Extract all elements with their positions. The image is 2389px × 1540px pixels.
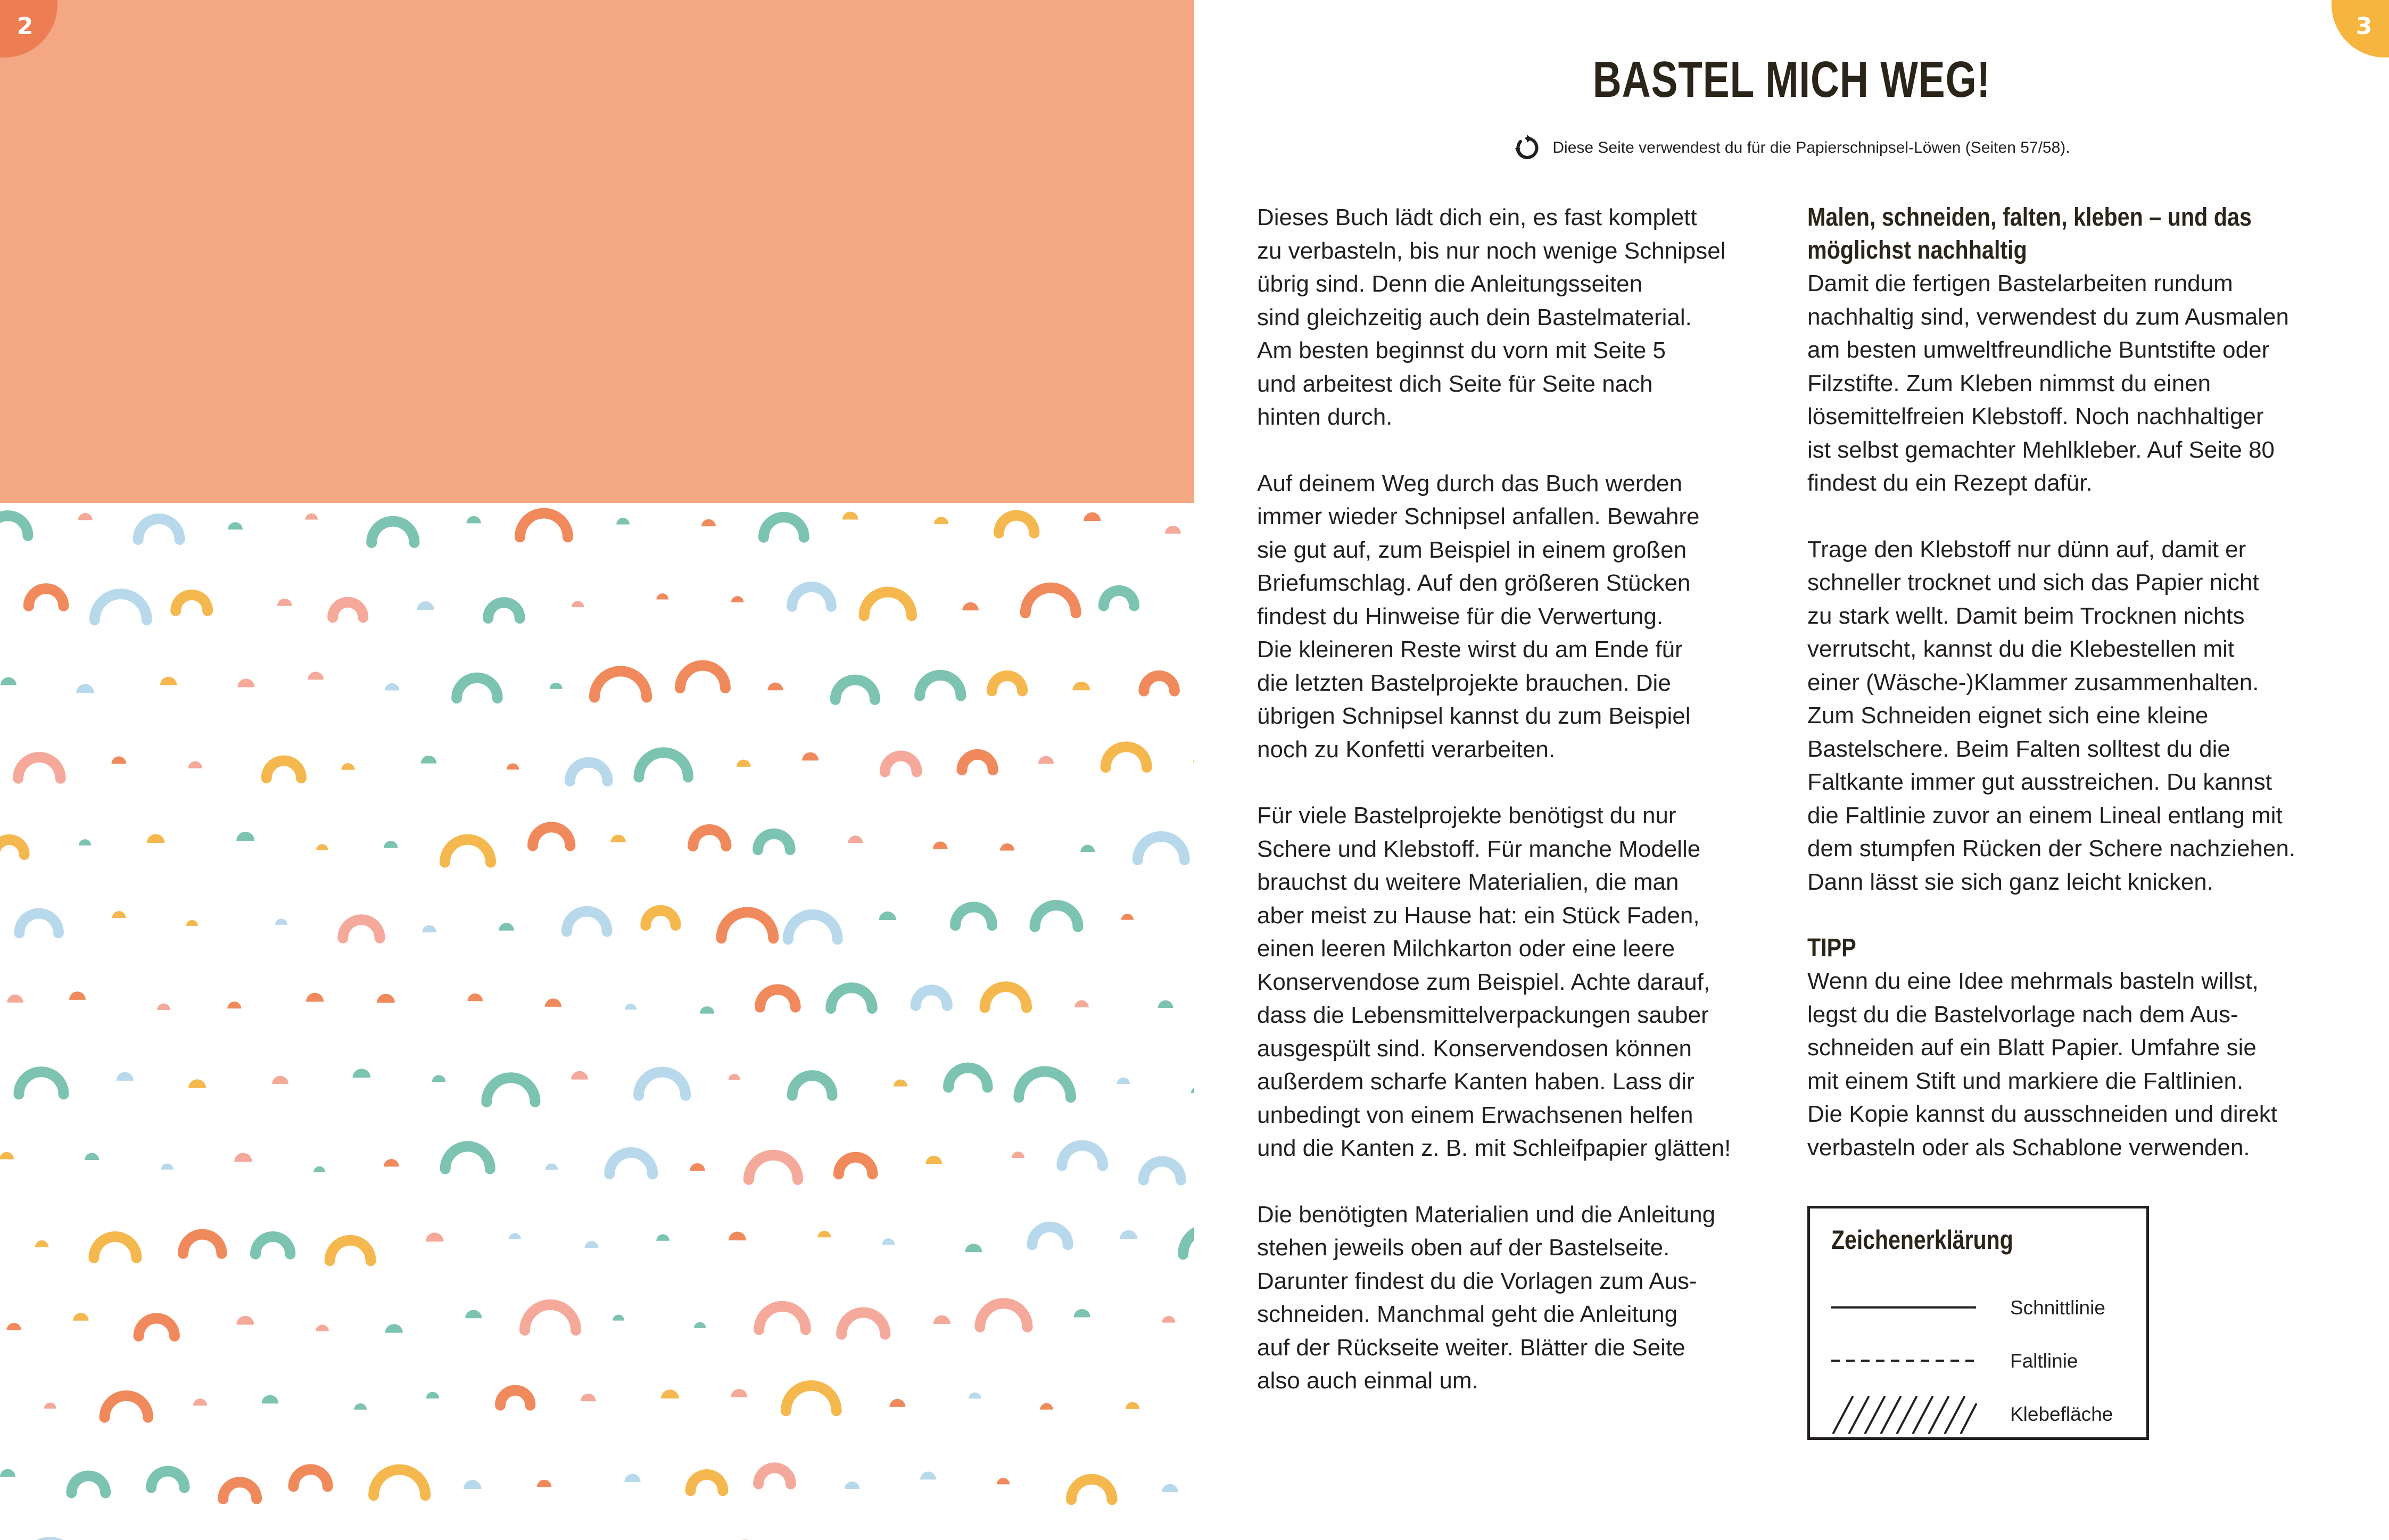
rainbow-arc bbox=[609, 1153, 652, 1174]
text-line: legst du die Bastelvorlage nach dem Aus- bbox=[1807, 1001, 2238, 1028]
rainbow-arc bbox=[1183, 1229, 1194, 1254]
half-dot bbox=[426, 1232, 444, 1241]
legend-row-cut bbox=[1831, 1286, 2129, 1329]
half-dot bbox=[147, 834, 165, 843]
rainbow-arc bbox=[1138, 837, 1185, 860]
text-line: einen leeren Milchkarton oder eine leere bbox=[1257, 935, 1675, 962]
half-dot bbox=[272, 1076, 288, 1084]
text-line: Darunter findest du die Vorlagen zum Aus- bbox=[1257, 1268, 1697, 1294]
rainbow-arc bbox=[0, 516, 28, 536]
right-page bbox=[1194, 0, 2389, 1540]
rainbow-arc bbox=[786, 1386, 837, 1411]
rainbow-arc bbox=[999, 516, 1034, 533]
text-line: brauchst du weitere Materialien, die man bbox=[1257, 869, 1679, 895]
reuse-note bbox=[1194, 134, 2389, 162]
rainbow-arc bbox=[371, 521, 414, 543]
rainbow-arc bbox=[758, 1468, 791, 1484]
page-number-right: 3 bbox=[2332, 0, 2389, 57]
paragraph bbox=[1257, 1198, 1768, 1398]
half-dot bbox=[1121, 914, 1134, 920]
half-dot bbox=[157, 1004, 170, 1010]
half-dot bbox=[537, 1480, 552, 1487]
rainbow-arc bbox=[920, 675, 961, 696]
rainbow-arc bbox=[457, 678, 498, 698]
rainbow-arc bbox=[1035, 905, 1078, 926]
half-dot bbox=[228, 522, 243, 529]
text-line: Die kleineren Reste wirst du am Ende für bbox=[1257, 636, 1683, 663]
rainbow-arc bbox=[680, 666, 725, 688]
column-one bbox=[1257, 201, 1768, 1431]
half-dot bbox=[545, 998, 561, 1007]
rainbow-pattern bbox=[0, 503, 1194, 1540]
half-dot bbox=[6, 1323, 21, 1330]
text-line: verbasteln oder als Schablone verwenden. bbox=[1807, 1134, 2250, 1161]
text-line: mit einem Stift und markiere die Faltlinien. bbox=[1807, 1067, 2244, 1094]
text-line: Am besten beginnst du vorn mit Seite 5 bbox=[1257, 337, 1666, 363]
rainbow-arc bbox=[19, 1072, 63, 1094]
half-dot bbox=[69, 991, 86, 1000]
text-line: auf der Rückseite weiter. Blätter die Seite bbox=[1257, 1334, 1685, 1361]
rainbow-arc bbox=[488, 602, 520, 618]
text-line: Auf deinem Weg durch das Buch werden bbox=[1257, 470, 1682, 496]
paragraph bbox=[1257, 467, 1768, 767]
rainbow-arc bbox=[1106, 747, 1147, 767]
half-dot bbox=[76, 684, 94, 693]
rainbow-arc bbox=[1026, 588, 1076, 613]
half-dot bbox=[611, 835, 626, 842]
half-dot bbox=[997, 1478, 1010, 1484]
rainbow-arc bbox=[1062, 1145, 1103, 1165]
paragraph bbox=[1807, 965, 2340, 1164]
rainbow-arc bbox=[333, 602, 363, 617]
rainbow-arc bbox=[1032, 1227, 1068, 1245]
half-dot bbox=[1162, 1484, 1178, 1492]
rainbow-arc bbox=[18, 757, 61, 779]
half-dot bbox=[661, 1389, 679, 1398]
rainbow-arc bbox=[104, 1396, 148, 1418]
rainbow-arc bbox=[343, 920, 379, 938]
half-dot bbox=[316, 1324, 329, 1331]
half-dot bbox=[464, 1480, 482, 1489]
text-line: die letzten Bastelprojekte brauchen. Die bbox=[1257, 669, 1671, 696]
text-line: Wenn du eine Idee mehrmals basteln willst, bbox=[1807, 968, 2259, 994]
half-dot bbox=[1162, 1316, 1175, 1323]
paragraph bbox=[1257, 201, 1768, 434]
rainbow-arc bbox=[962, 755, 993, 770]
half-dot bbox=[572, 601, 584, 607]
half-dot bbox=[933, 1315, 950, 1324]
half-dot bbox=[507, 763, 519, 769]
legend-row-fold bbox=[1831, 1339, 2129, 1382]
text-line: Für viele Bastelprojekte benötigst du nur bbox=[1257, 802, 1676, 829]
rainbow-arc bbox=[19, 914, 58, 933]
half-dot bbox=[845, 1481, 859, 1489]
text-line: und arbeitest dich Seite für Seite nach bbox=[1257, 370, 1653, 397]
half-dot bbox=[1084, 512, 1101, 521]
half-dot bbox=[236, 832, 254, 841]
half-dot bbox=[920, 1471, 936, 1479]
text-line: verrutscht, kannst du die Klebestellen mit bbox=[1807, 636, 2235, 662]
text-line: schneiden. Manchmal geht die Anleitung bbox=[1257, 1301, 1678, 1327]
text-line: schneiden auf ein Blatt Papier. Umfahre sie bbox=[1807, 1034, 2256, 1061]
text-line: übrigen Schnipsel kannst du zum Beispiel bbox=[1257, 703, 1691, 729]
half-dot bbox=[656, 593, 668, 599]
rainbow-arc bbox=[138, 519, 180, 540]
legend-label: Klebefläche bbox=[2010, 1403, 2113, 1425]
half-dot bbox=[161, 1163, 173, 1170]
half-dot bbox=[236, 1316, 254, 1325]
half-dot bbox=[1080, 844, 1095, 852]
rainbow-arc bbox=[749, 1155, 798, 1180]
half-dot bbox=[237, 678, 254, 687]
text-line: dass die Lebensmittelverpackungen sauber bbox=[1257, 1002, 1709, 1028]
rainbow-arc bbox=[788, 915, 838, 940]
rainbow-arc bbox=[0, 840, 24, 855]
text-line: aber meist zu Hause hat: ein Stück Faden, bbox=[1257, 902, 1700, 929]
rainbow-arc bbox=[792, 587, 831, 607]
half-dot bbox=[934, 517, 948, 524]
rainbow-arc bbox=[760, 989, 796, 1007]
rainbow-arc bbox=[255, 1237, 290, 1254]
rainbow-arc bbox=[758, 834, 790, 850]
half-dot bbox=[767, 683, 783, 691]
text-line: Bastelschere. Beim Falten solltest du die bbox=[1807, 735, 2230, 762]
text-line: schneller trocknet und sich das Papier nicht bbox=[1807, 569, 2259, 595]
half-dot bbox=[1074, 1309, 1090, 1317]
text-line: sie gut auf, zum Beispiel in einem großen bbox=[1257, 536, 1687, 563]
half-dot bbox=[354, 1403, 367, 1410]
text-line: am besten umweltfreundliche Buntstifte oder bbox=[1807, 337, 2270, 363]
half-dot bbox=[1126, 1402, 1139, 1409]
text-line: außerdem scharfe Kanten haben. Lass dir bbox=[1257, 1069, 1694, 1095]
half-dot bbox=[78, 513, 93, 520]
half-dot bbox=[116, 1072, 133, 1081]
rainbow-arc bbox=[151, 1471, 184, 1488]
text-line: Damit die fertigen Bastelarbeiten rundum bbox=[1807, 270, 2233, 296]
text-line: Trage den Klebstoff nur dünn auf, damit er bbox=[1807, 536, 2246, 562]
half-dot bbox=[625, 1004, 637, 1009]
rainbow-arc bbox=[792, 1075, 832, 1095]
rainbow-arc bbox=[223, 1482, 257, 1498]
text-line: Die benötigten Materialien und die Anleitung bbox=[1257, 1201, 1716, 1228]
half-dot bbox=[160, 677, 177, 685]
rainbow-arc bbox=[839, 1157, 873, 1174]
heading-line: Malen, schneiden, falten, kleben – und das bbox=[1807, 203, 2252, 231]
rainbow-arc bbox=[525, 1305, 576, 1330]
rainbow-arc bbox=[445, 840, 491, 863]
half-dot bbox=[616, 518, 630, 524]
section-heading bbox=[1807, 201, 2265, 267]
half-dot bbox=[313, 1166, 325, 1172]
half-dot bbox=[1074, 1000, 1089, 1007]
legend-box bbox=[1807, 1206, 2149, 1440]
half-dot bbox=[426, 1392, 439, 1398]
half-dot bbox=[550, 683, 563, 689]
half-dot bbox=[882, 1238, 895, 1245]
half-dot bbox=[467, 993, 483, 1001]
half-dot bbox=[1158, 1000, 1173, 1008]
rainbow-arc bbox=[885, 756, 917, 772]
rainbow-arc bbox=[29, 589, 63, 606]
rainbow-arc bbox=[639, 1072, 685, 1096]
half-dot bbox=[571, 1071, 588, 1080]
half-dot bbox=[701, 519, 716, 526]
page-title: BASTEL MICH WEG! bbox=[1592, 51, 1991, 108]
rainbow-arc bbox=[980, 1303, 1027, 1327]
text-line: immer wieder Schnipsel anfallen. Bewahre bbox=[1257, 503, 1700, 529]
rainbow-arc bbox=[570, 763, 608, 781]
half-dot bbox=[894, 1080, 907, 1087]
half-dot bbox=[377, 994, 395, 1003]
half-dot bbox=[933, 841, 948, 849]
half-dot bbox=[316, 844, 328, 850]
half-dot bbox=[188, 1079, 206, 1088]
half-dot bbox=[0, 1152, 14, 1160]
rainbow-arc bbox=[71, 1476, 105, 1493]
tipp-heading: TIPP bbox=[1807, 934, 1856, 962]
rainbow-arc bbox=[138, 1318, 174, 1336]
half-dot bbox=[656, 1234, 669, 1240]
text-line: Schere und Klebstoff. Für manche Modelle bbox=[1257, 835, 1701, 862]
half-dot bbox=[879, 912, 896, 920]
half-dot bbox=[817, 1231, 831, 1237]
half-dot bbox=[581, 1394, 596, 1401]
text-line: findest du Hinweise für die Verwertung. bbox=[1257, 603, 1664, 630]
legend-row-glue bbox=[1831, 1393, 2129, 1435]
half-dot bbox=[85, 1153, 99, 1160]
recycle-icon bbox=[1513, 134, 1541, 162]
heading-line: möglichst nachhaltig bbox=[1807, 236, 2027, 264]
page-number-left: 2 bbox=[0, 0, 57, 57]
half-dot bbox=[306, 993, 324, 1002]
text-line: Dieses Buch lädt dich ein, es fast komplett bbox=[1257, 204, 1697, 230]
half-dot bbox=[848, 835, 863, 843]
rainbow-arc bbox=[486, 1078, 535, 1102]
half-dot bbox=[613, 1315, 624, 1321]
half-dot bbox=[111, 756, 126, 764]
half-dot bbox=[694, 1322, 706, 1328]
half-dot bbox=[1040, 1403, 1053, 1410]
rainbow-arc bbox=[916, 990, 947, 1006]
half-dot bbox=[0, 1469, 15, 1477]
text-line: Filzstifte. Zum Kleben nimmst du einen bbox=[1807, 370, 2211, 396]
half-dot bbox=[417, 601, 434, 610]
half-dot bbox=[432, 1075, 445, 1082]
rainbow-arc bbox=[1019, 1071, 1071, 1097]
half-dot bbox=[731, 1389, 747, 1397]
rainbow-arc bbox=[95, 594, 147, 620]
rainbow-arc bbox=[267, 761, 301, 779]
half-dot bbox=[305, 514, 318, 520]
rainbow-arc bbox=[992, 676, 1022, 691]
half-dot bbox=[1120, 1230, 1137, 1239]
text-line: noch zu Konfetti verarbeiten. bbox=[1257, 736, 1556, 763]
column-two bbox=[1807, 201, 2340, 1197]
text-line: ist selbst gemachter Mehlkleber. Auf Seite 80 bbox=[1807, 436, 2275, 463]
rainbow-arc bbox=[841, 1312, 885, 1334]
half-dot bbox=[44, 1403, 56, 1409]
text-line: nachhaltig sind, verwendest du zum Ausmalen bbox=[1807, 303, 2289, 330]
half-dot bbox=[499, 923, 514, 930]
half-dot bbox=[969, 1392, 981, 1398]
half-dot bbox=[422, 925, 436, 932]
half-dot bbox=[384, 841, 398, 848]
reuse-note-text: Diese Seite verwendest du für die Papierschnipsel-Löwen (Seiten 57/58). bbox=[1552, 139, 2070, 156]
dashed-line-icon bbox=[1831, 1339, 1980, 1382]
text-line: und die Kanten z. B. mit Schleifpapier glätten! bbox=[1257, 1135, 1731, 1161]
rainbow-arc bbox=[864, 592, 912, 616]
half-dot bbox=[1, 677, 16, 685]
half-dot bbox=[234, 1153, 252, 1162]
half-dot bbox=[545, 1163, 558, 1170]
half-dot bbox=[1165, 526, 1181, 534]
half-dot bbox=[1038, 756, 1054, 764]
rainbow-arc bbox=[500, 1390, 530, 1405]
rainbow-arc bbox=[691, 1475, 723, 1491]
half-dot bbox=[1117, 1078, 1130, 1084]
half-dot bbox=[35, 1240, 48, 1247]
text-line: also auch einmal um. bbox=[1257, 1368, 1478, 1394]
half-dot bbox=[227, 1001, 241, 1008]
text-line: sind gleichzeitig auch dein Bastelmaterial. bbox=[1257, 304, 1692, 330]
half-dot bbox=[925, 1156, 942, 1164]
rainbow-arc bbox=[533, 827, 570, 846]
text-line: lösemittelfreien Klebstoff. Noch nachhaltiger bbox=[1807, 403, 2264, 429]
rainbow-arc bbox=[836, 680, 875, 700]
text-line: ausgespült sind. Konservendosen können bbox=[1257, 1035, 1692, 1062]
text-line: findest du ein Rezept dafür. bbox=[1807, 470, 2093, 496]
rainbow-arc bbox=[183, 1235, 221, 1254]
rainbow-arc bbox=[1104, 591, 1134, 606]
half-dot bbox=[193, 1398, 207, 1405]
rainbow-arc bbox=[955, 907, 992, 925]
rainbow-arc bbox=[1071, 1479, 1112, 1500]
half-dot bbox=[1000, 843, 1014, 851]
half-dot bbox=[700, 1006, 714, 1014]
half-dot bbox=[1012, 1152, 1024, 1158]
legend-label: Faltlinie bbox=[2010, 1350, 2078, 1372]
orange-color-block bbox=[0, 0, 1194, 503]
half-dot bbox=[353, 1069, 371, 1078]
half-dot bbox=[262, 1395, 279, 1404]
half-dot bbox=[802, 752, 819, 761]
text-line: Konservendose zum Beispiel. Achte darauf, bbox=[1257, 968, 1710, 995]
legend-title: Zeichenerklärung bbox=[1831, 1225, 2013, 1255]
text-line: übrig sind. Denn die Anleitungsseiten bbox=[1257, 271, 1643, 297]
paragraph bbox=[1807, 533, 2340, 899]
half-dot bbox=[385, 683, 399, 691]
half-dot bbox=[73, 1313, 88, 1321]
half-dot bbox=[729, 1231, 746, 1240]
half-dot bbox=[1072, 682, 1090, 690]
half-dot bbox=[962, 602, 979, 610]
half-dot bbox=[509, 1233, 521, 1239]
hatch-icon bbox=[1831, 1393, 1980, 1435]
text-line: unbedingt von einem Erwachsenen helfen bbox=[1257, 1102, 1693, 1128]
rainbow-arc bbox=[1144, 676, 1174, 691]
text-line: Faltkante immer gut ausstreichen. Du kannst bbox=[1807, 769, 2272, 795]
text-line: die Faltlinie zuvor an einem Lineal entlang mit bbox=[1807, 802, 2283, 829]
text-line: zu stark wellt. Damit beim Trocknen nichts bbox=[1807, 602, 2245, 629]
half-dot bbox=[385, 1324, 403, 1333]
half-dot bbox=[7, 995, 23, 1003]
rainbow-arc bbox=[445, 1146, 490, 1169]
rainbow-arc bbox=[520, 513, 568, 537]
half-dot bbox=[308, 672, 324, 680]
half-dot bbox=[465, 1310, 482, 1319]
paragraph bbox=[1257, 799, 1768, 1165]
half-dot bbox=[112, 911, 126, 918]
half-dot bbox=[889, 1399, 905, 1407]
text-line: dem stumpfen Rücken der Schere nachziehen. bbox=[1807, 835, 2296, 862]
text-line: Zum Schneiden eignet sich eine kleine bbox=[1807, 702, 2209, 728]
rainbow-arc bbox=[948, 1068, 988, 1088]
half-dot bbox=[421, 756, 436, 764]
legend-label: Schnittlinie bbox=[2010, 1297, 2105, 1319]
half-dot bbox=[384, 1159, 399, 1166]
text-line: hinten durch. bbox=[1257, 404, 1393, 430]
text-line: Briefumschlag. Auf den größeren Stücken bbox=[1257, 570, 1691, 596]
paragraph bbox=[1807, 267, 2340, 500]
half-dot bbox=[624, 1474, 640, 1482]
half-dot bbox=[584, 1241, 598, 1248]
rainbow-arc bbox=[594, 671, 647, 697]
half-dot bbox=[729, 1074, 740, 1080]
half-dot bbox=[466, 516, 481, 524]
half-dot bbox=[275, 918, 287, 924]
text-line: stehen jeweils oben auf der Bastelseite. bbox=[1257, 1235, 1670, 1261]
half-dot bbox=[690, 1163, 705, 1171]
rainbow-arc bbox=[693, 830, 726, 846]
rainbow-arc bbox=[985, 987, 1027, 1007]
rainbow-arc bbox=[330, 1240, 371, 1261]
rainbow-arc bbox=[567, 912, 607, 932]
half-dot bbox=[965, 1244, 982, 1252]
rainbow-arc bbox=[176, 595, 208, 611]
text-line: zu verbasteln, bis nur noch wenige Schnipsel bbox=[1257, 237, 1726, 264]
rainbow-arc bbox=[764, 517, 804, 537]
half-dot bbox=[188, 761, 203, 768]
rainbow-arc bbox=[646, 910, 675, 925]
rainbow-arc bbox=[293, 1469, 327, 1486]
half-dot bbox=[277, 599, 292, 606]
half-dot bbox=[731, 596, 744, 602]
rainbow-arc bbox=[94, 1237, 136, 1258]
rainbow-arc bbox=[639, 752, 688, 777]
rainbow-arc bbox=[374, 1470, 425, 1496]
rainbow-arc bbox=[1144, 1162, 1181, 1180]
rainbow-arc bbox=[721, 912, 773, 938]
half-dot bbox=[341, 763, 354, 770]
half-dot bbox=[842, 512, 858, 520]
rainbow-arc bbox=[831, 988, 872, 1008]
text-line: einer (Wäsche-)Klammer zusammenhalten. bbox=[1807, 669, 2259, 696]
solid-line-icon bbox=[1831, 1286, 1980, 1329]
half-dot bbox=[737, 760, 751, 767]
rainbow-arc bbox=[759, 1306, 806, 1330]
half-dot bbox=[79, 839, 91, 846]
left-page bbox=[0, 0, 1194, 1540]
half-dot bbox=[186, 920, 198, 926]
text-line: Dann lässt sie sich ganz leicht knicken. bbox=[1807, 868, 2214, 895]
text-line: Die Kopie kannst du ausschneiden und direkt bbox=[1807, 1101, 2278, 1127]
